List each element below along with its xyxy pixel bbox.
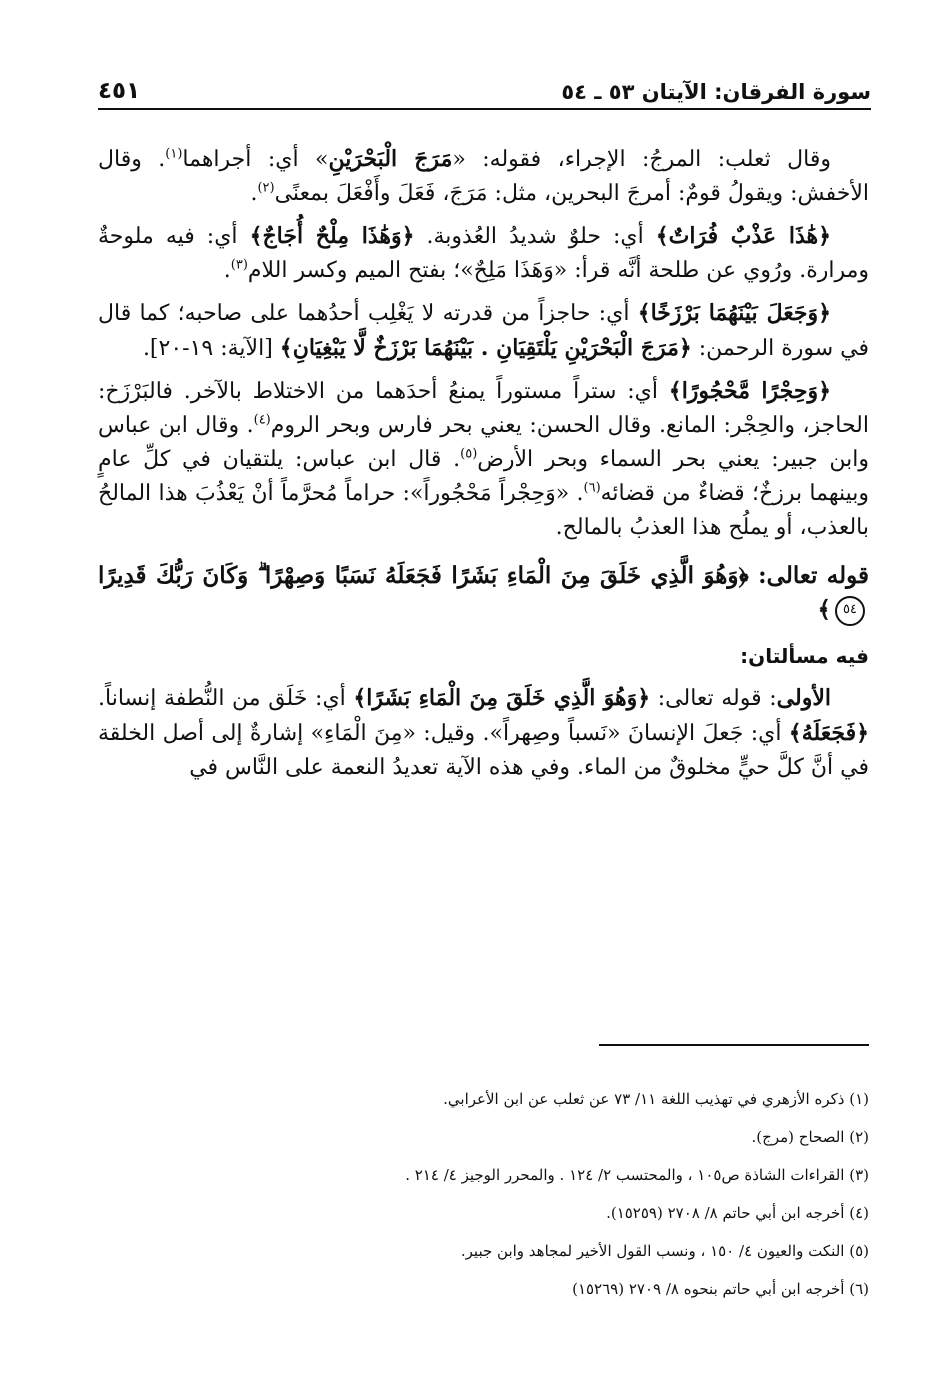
issue-label: الأولى [776,685,831,711]
quran-quote: ﴿وَهُوَ الَّذِي خَلَقَ مِنَ الْمَاءِ بَشَرًا﴾ [353,685,651,711]
text: . [223,258,231,283]
quran-quote: ﴿هَٰذَا عَذْبٌ فُرَاتٌ﴾ [655,223,832,249]
paragraph-sweet-water [98,219,869,288]
footnote-ref-5[interactable]: (٥) [460,446,478,462]
footnote-ref-4[interactable]: (٤) [253,412,271,428]
text: . وقال ابن عباس وابن جبير: يعني بحر السماء وبحر الأرض [98,413,870,472]
text: . «وَحِجْراً مَحْجُوراً»: حراماً مُحرَّماً أنْ يَعْذُبَ هذا المالحُ بالعذب، أو يملُح هذا العذبُ بالمالح. [98,481,869,540]
text: وقال ثعلب: المرجُ: الإجراء، فقوله: « [452,147,831,172]
text: » أي: أجراهما [182,147,329,172]
footnote-ref-1[interactable]: (١) [165,146,183,162]
page-header [98,70,871,110]
quran-quote: ﴿وَحِجْرًا مَّحْجُورًا﴾ [668,378,832,404]
quran-quote: ﴿وَهَٰذَا مِلْحٌ أُجَاجٌ﴾ [249,223,415,249]
footnotes [98,1080,869,1308]
section-subheading: فيه مسألتان: [740,644,869,668]
footnote-6: (٦) أخرجه ابن أبي حاتم بنحوه ٨/ ٢٧٠٩ (١٥٢٦٩) [572,1280,869,1298]
text: [الآية: ١٩-٢٠]. [142,336,280,361]
quran-quote: مَرَجَ الْبَحْرَيْنِ [328,146,453,172]
ayah-number-marker: ٥٤ [835,596,865,626]
verse-lead: قوله تعالى: [748,562,870,589]
text: أي: حلوٌ شديدُ العُذوبة. [414,224,656,249]
text: أي: جَعلَ الإنسانَ «نَسباً وصِهراً». وقيل: «مِنَ الْمَاءِ» إشارةٌ إلى أصل الخلقة في أنَّ كلَّ حيٍّ مخلوقٌ من الماء. وفي هذه الآية تعديدُ النعمة على النَّاس في [98,721,869,780]
footnote-2: (٢) الصحاح (مرج). [751,1128,869,1146]
verse-close-bracket: ﴾ [817,596,831,623]
paragraph-tha-lab [98,142,869,211]
paragraph-barrier [98,296,869,366]
text: أي: فيه ملوحةٌ ومرارة. ورُوي عن طلحة أنَّه قرأ: «وَهَذَا مَلِحٌ»؛ بفتح الميم وكسر اللام [98,224,869,283]
footnote-ref-3[interactable]: (٣) [230,257,248,273]
verse-heading [98,559,869,627]
footnote-3: (٣) القراءات الشاذة ص١٠٥ ، والمحتسب ٢/ ١٢٤ . والمحرر الوجيز ٤/ ٢١٤ . [405,1166,869,1184]
page-number: ٤٥١ [98,78,141,104]
text: أي: حاجزاً من قدرته لا يَغْلِب أحدُهما على صاحبه؛ كما قال في سورة الرحمن: [98,301,869,361]
quran-quote: ﴿فَجَعَلَهُ﴾ [788,720,869,746]
footnote-divider [599,1044,869,1046]
text: . وقال الأخفش: ويقولُ قومٌ: أمرجَ البحرين، مثل: مَرَجَ، فَعَلَ وأَفْعَلَ بمعنًى [98,147,869,206]
text: أي: خَلَق من النُّطفة إنساناً. [98,686,354,711]
footnote-1: (١) ذكره الأزهري في تهذيب اللغة ١١/ ٧٣ عن ثعلب عن ابن الأعرابي. [443,1090,869,1108]
text: : قوله تعالى: [650,686,777,711]
footnote-ref-6[interactable]: (٦) [583,480,601,496]
main-text [98,142,869,793]
footnote-ref-2[interactable]: (٢) [257,180,275,196]
text: . [250,181,258,206]
running-title: سورة الفرقان: الآيتان ٥٣ ـ ٥٤ [561,80,871,104]
quran-quote: ﴿مَرَجَ الْبَحْرَيْنِ يَلْتَقِيَانِ . بَيْنَهُمَا بَرْزَخٌ لَّا يَبْغِيَانِ﴾ [279,335,692,361]
text: . قال ابن عباس: يلتقيان في كلِّ عامٍ وبينهما برزخٌ؛ قضاءٌ من قضائه [98,447,869,506]
quran-quote: ﴿وَجَعَلَ بَيْنَهُمَا بَرْزَخًا﴾ [637,300,832,326]
paragraph-partition [98,374,869,545]
footnote-4: (٤) أخرجه ابن أبي حاتم ٨/ ٢٧٠٨ (١٥٢٥٩). [606,1204,869,1222]
paragraph-first-issue [98,681,869,785]
verse-text: ﴿وَهُوَ الَّذِي خَلَقَ مِنَ الْمَاءِ بَشَرًا فَجَعَلَهُ نَسَبًا وَصِهْرًا ۗ وَكَانَ رَبُّكَ قَدِيرًا [98,562,749,589]
footnote-5: (٥) النكت والعيون ٤/ ١٥٠ ، ونسب القول الأخير لمجاهد وابن جبير. [460,1242,869,1260]
text: أي: ستراً مستوراً يمنعُ أحدَهما من الاختلاط بالآخر. فالبَرْزَخ: الحاجز، والحِجْر: المانع. وقال الحسن: يعني بحر فارس وبحر الروم [98,379,869,438]
